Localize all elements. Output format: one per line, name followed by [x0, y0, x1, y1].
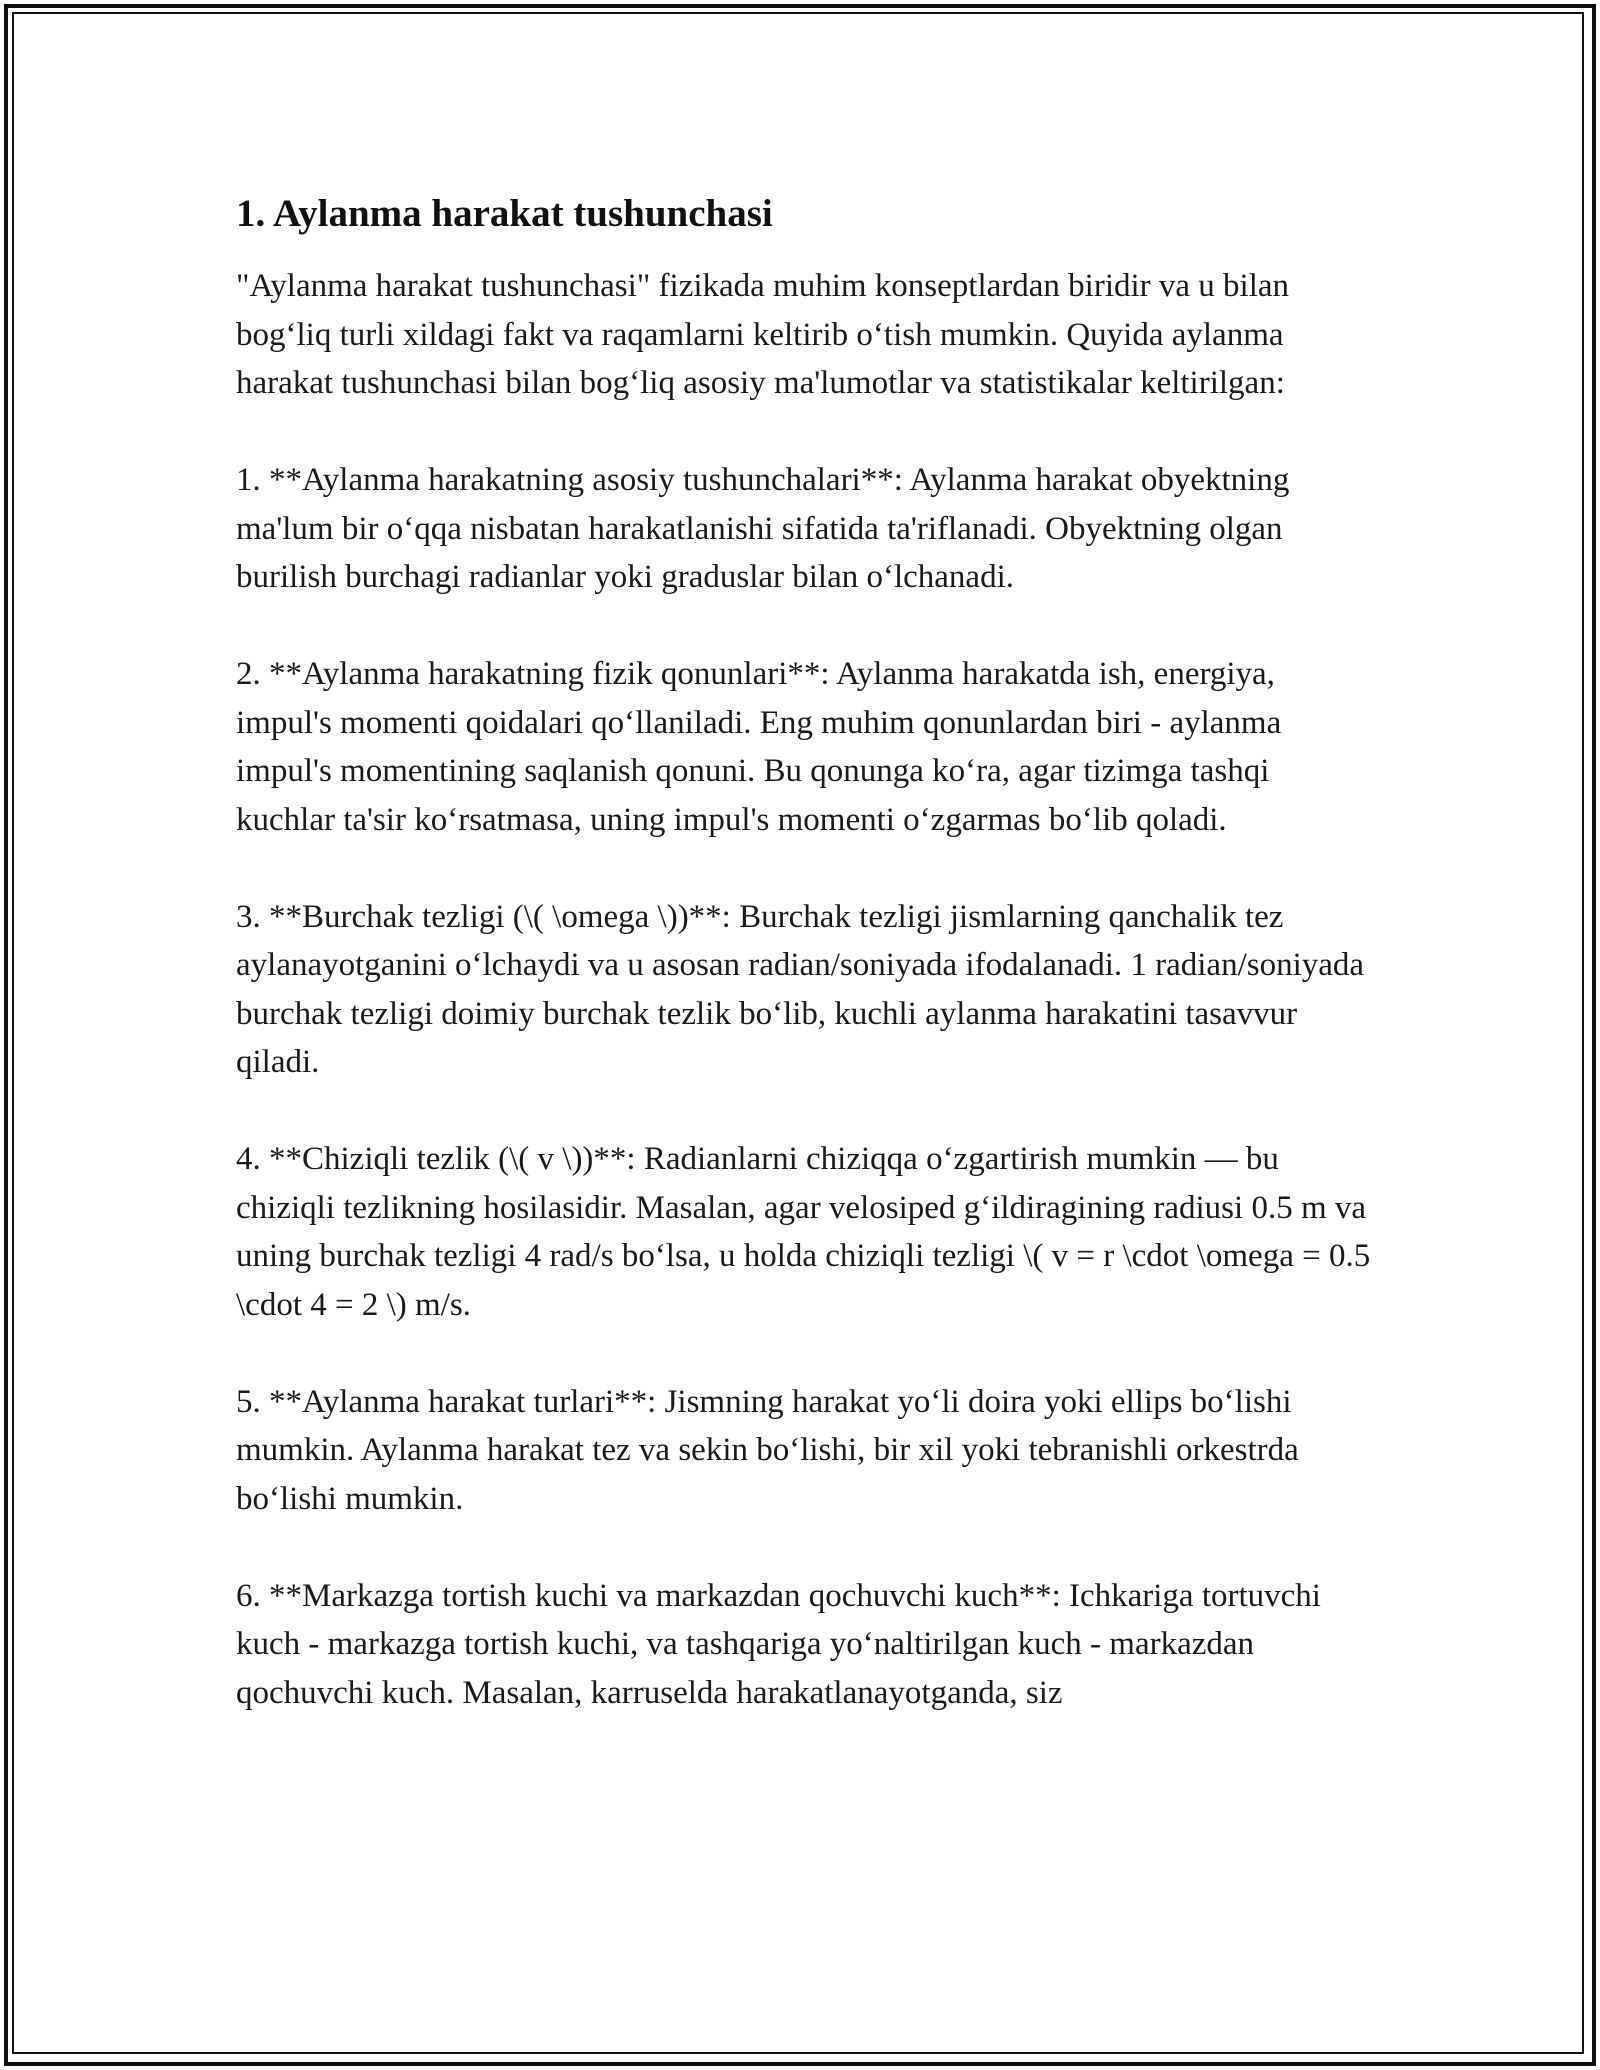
intro-paragraph: "Aylanma harakat tushunchasi" fizikada muhim konseptlardan biridir va u bilan bog‘liq turli xildagi fakt va raqamlarni keltirib o‘tish mumkin. Quyida aylanma harakat tushunchasi bilan bog‘liq asosiy ma'lumotlar va statistikalar keltirilgan:	[236, 268, 1290, 401]
list-item-1: 1. **Aylanma harakatning asosiy tushunchalari**: Aylanma harakat obyektning ma'lum bir o‘qqa nisbatan harakatlanishi sifatida ta'riflanadi. Obyektning olgan burilish burchagi radianlar yoki graduslar bilan o‘lchanadi.	[236, 462, 1290, 595]
list-item-5: 5. **Aylanma harakat turlari**: Jismning harakat yo‘li doira yoki ellips bo‘lishi mumkin. Aylanma harakat tez va sekin bo‘lishi, bir xil yoki tebranishli orkestrda bo‘lishi mumkin.	[236, 1383, 1299, 1517]
document-body	[236, 186, 1376, 1766]
list-item-6: 6. **Markazga tortish kuchi va markazdan qochuvchi kuch**: Ichkariga tortuvchi kuch - markazga tortish kuchi, va tashqariga yo‘naltirilgan kuch - markazdan qochuvchi kuch. Masalan, karruselda harakatlanayotganda, siz	[236, 1577, 1321, 1711]
list-item-3: 3. **Burchak tezligi (\( \omega \))**: Burchak tezligi jismlarning qanchalik tez aylanayotganini o‘lchaydi va u asosan radian/soniyada ifodalanadi. 1 radian/soniyada burchak tezligi doimiy burchak tezlik bo‘lib, kuchli aylanma harakatini tasavvur qiladi.	[236, 898, 1365, 1080]
list-item-2: 2. **Aylanma harakatning fizik qonunlari**: Aylanma harakatda ish, energiya, impul's momenti qoidalari qo‘llaniladi. Eng muhim qonunlardan biri - aylanma impul's momentining saqlanish qonuni. Bu qonunga ko‘ra, agar tizimga tashqi kuchlar ta'sir ko‘rsatmasa, uning impul's momenti o‘zgarmas bo‘lib qoladi.	[236, 656, 1282, 838]
list-item-4: 4. **Chiziqli tezlik (\( v \))**: Radianlarni chiziqqa o‘zgartirish mumkin — bu chiziqli tezlikning hosilasidir. Masalan, agar velosiped g‘ildiragining radiusi 0.5 m va uning burchak tezligi 4 rad/s bo‘lsa, u holda chiziqli tezligi \( v = r \cdot \omega = 0.5 \cdot 4 = 2 \) m/s.	[236, 1141, 1371, 1323]
page-title: 1. Aylanma harakat tushunchasi	[236, 192, 773, 235]
